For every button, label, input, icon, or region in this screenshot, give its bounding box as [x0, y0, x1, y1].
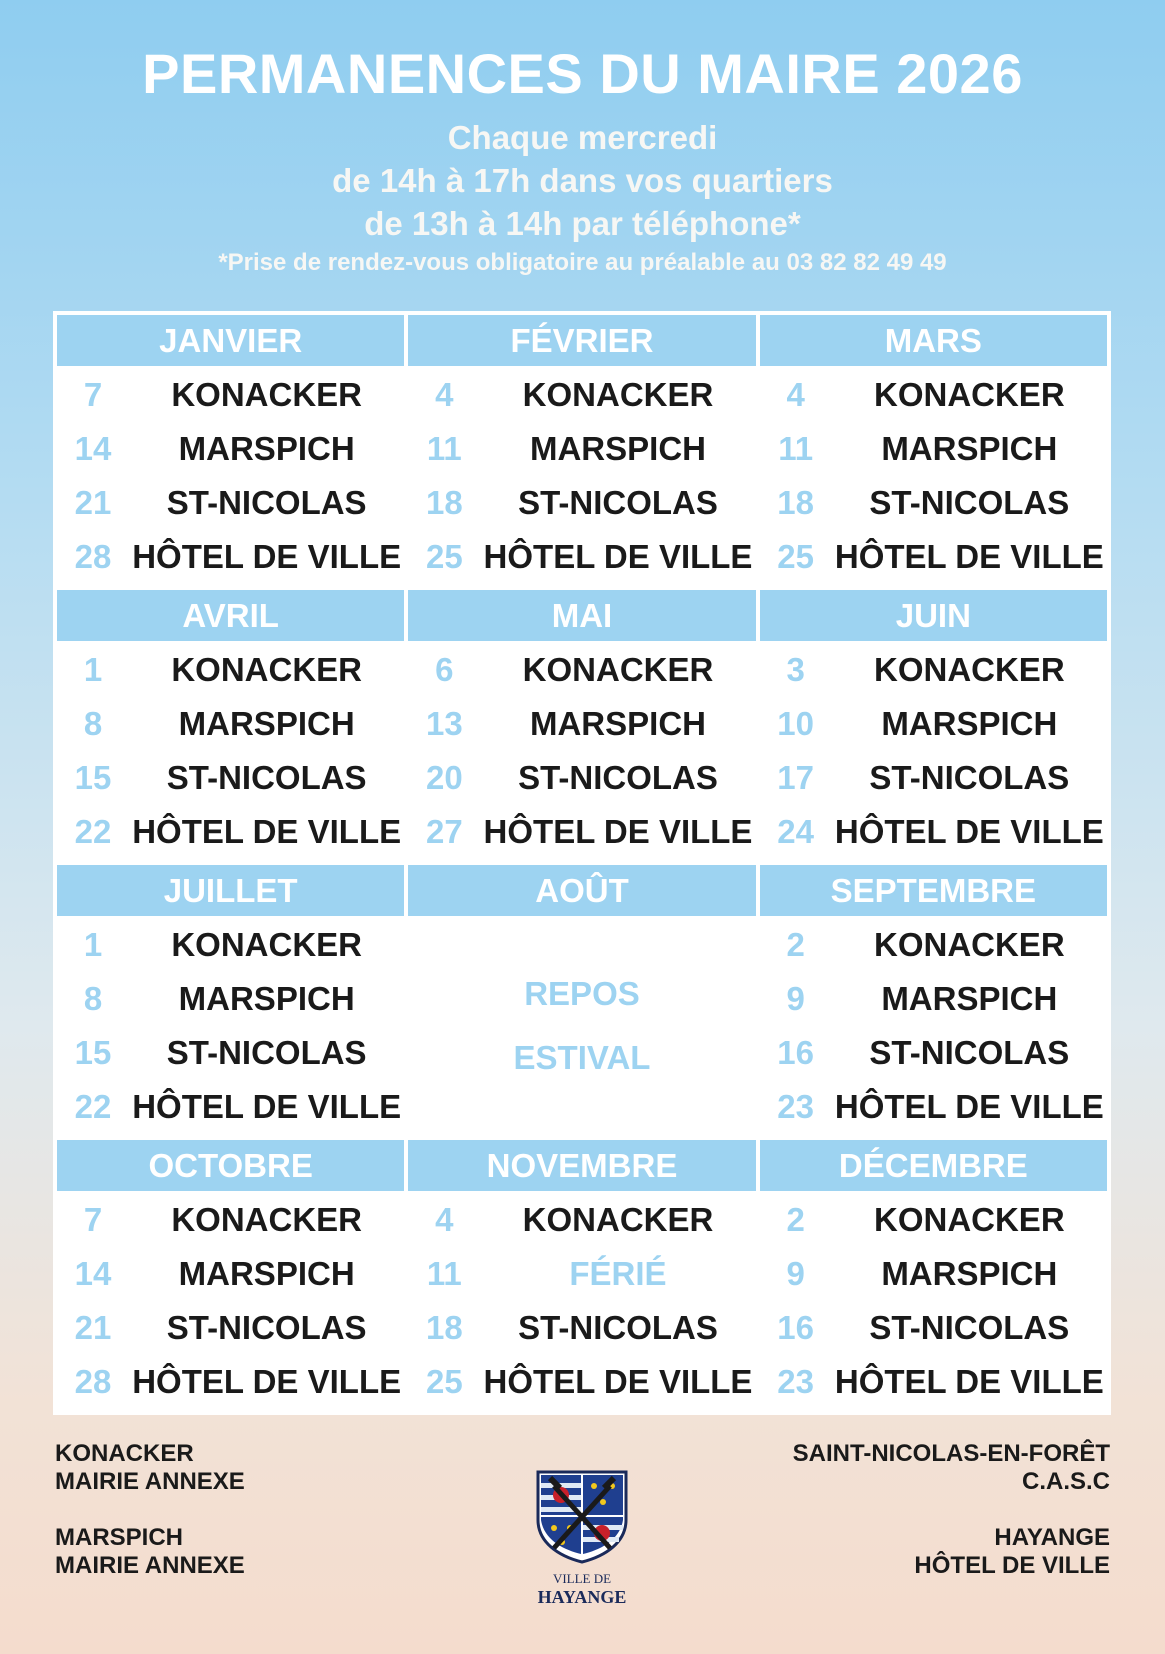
schedule-row — [57, 972, 404, 1026]
month-block — [760, 315, 1107, 586]
schedule-row — [760, 697, 1107, 751]
location-label: ST-NICOLAS — [869, 1034, 1070, 1071]
day-number: 9 — [786, 1255, 805, 1292]
location-label: HÔTEL DE VILLE — [132, 813, 402, 850]
month-header: SEPTEMBRE — [760, 865, 1107, 916]
day-number: 6 — [435, 651, 454, 688]
location-detail: C.A.S.C — [1021, 1468, 1110, 1495]
location-label: MARSPICH — [178, 980, 355, 1017]
day-number: 9 — [786, 980, 805, 1017]
location-label: ST-NICOLAS — [518, 759, 718, 796]
location-label: KONACKER — [873, 1201, 1065, 1238]
schedule-row — [760, 1080, 1107, 1134]
location-label: KONACKER — [171, 926, 362, 963]
location-detail: HÔTEL DE VILLE — [914, 1552, 1110, 1579]
location-label: KONACKER — [522, 376, 714, 413]
location-label: HÔTEL DE VILLE — [132, 1088, 402, 1125]
day-number: 23 — [777, 1088, 815, 1125]
location-name: SAINT-NICOLAS-EN-FORÊT — [792, 1440, 1110, 1467]
location-label: MARSPICH — [178, 705, 355, 742]
day-number: 21 — [74, 484, 112, 521]
schedule-row — [408, 530, 755, 584]
location-detail: MAIRIE ANNEXE — [55, 1552, 245, 1579]
month-block — [760, 865, 1107, 1136]
day-number: 15 — [74, 1034, 112, 1071]
schedule-row — [760, 1247, 1107, 1301]
day-number: 2 — [786, 926, 805, 963]
month-block — [57, 865, 404, 1136]
summer-break-text: REPOS — [524, 975, 640, 1012]
day-number: 1 — [83, 651, 103, 688]
day-number: 20 — [425, 759, 463, 796]
month-header: NOVEMBRE — [408, 1140, 755, 1191]
month-block — [57, 590, 404, 861]
schedule-row — [760, 972, 1107, 1026]
schedule-row — [760, 530, 1107, 584]
appointment-note: *Prise de rendez-vous obligatoire au préalable au 03 82 82 49 49 — [218, 249, 947, 276]
footer-location-hayange — [793, 1524, 1110, 1580]
location-label: ST-NICOLAS — [166, 1034, 367, 1071]
schedule-row — [760, 368, 1107, 422]
subtitle-district-hours: de 14h à 17h dans vos quartiers — [332, 162, 833, 199]
day-number: 1 — [83, 926, 103, 963]
month-header: JUIN — [760, 590, 1107, 641]
schedule-row — [760, 805, 1107, 859]
schedule-row — [760, 751, 1107, 805]
schedule-row — [760, 1026, 1107, 1080]
crest-shield-icon — [534, 1468, 630, 1564]
day-number: 14 — [74, 430, 112, 467]
month-header: JANVIER — [57, 315, 404, 366]
location-label: HÔTEL DE VILLE — [834, 1088, 1104, 1125]
location-label: MARSPICH — [881, 980, 1058, 1017]
schedule-row — [57, 1301, 404, 1355]
location-name: MARSPICH — [55, 1524, 184, 1551]
location-label: ST-NICOLAS — [869, 484, 1070, 521]
location-label: KONACKER — [873, 926, 1065, 963]
day-number: 7 — [83, 1201, 103, 1238]
day-number: 23 — [777, 1363, 815, 1400]
schedule-row — [760, 1355, 1107, 1409]
crest-caption-city: HAYANGE — [537, 1587, 627, 1607]
schedule-row — [408, 476, 755, 530]
location-label: ST-NICOLAS — [518, 1309, 718, 1346]
day-number: 11 — [426, 430, 462, 467]
month-header: DÉCEMBRE — [760, 1140, 1107, 1191]
location-label: MARSPICH — [529, 705, 706, 742]
subtitle-every-wednesday: Chaque mercredi — [447, 119, 718, 156]
location-label: ST-NICOLAS — [166, 484, 367, 521]
day-number: 16 — [777, 1034, 815, 1071]
footer-location-saint-nicolas — [793, 1440, 1110, 1496]
day-number: 8 — [83, 705, 103, 742]
schedule-row — [760, 1301, 1107, 1355]
location-label: KONACKER — [171, 651, 362, 688]
month-header: OCTOBRE — [57, 1140, 404, 1191]
location-label: HÔTEL DE VILLE — [483, 538, 753, 575]
schedule-row — [57, 697, 404, 751]
location-name: KONACKER — [55, 1440, 194, 1467]
month-block — [760, 590, 1107, 861]
location-label: MARSPICH — [881, 705, 1058, 742]
month-header: AOÛT — [408, 865, 755, 916]
location-detail: MAIRIE ANNEXE — [55, 1468, 245, 1495]
schedule-row — [760, 918, 1107, 972]
footer-left — [55, 1440, 245, 1580]
location-label: KONACKER — [171, 376, 362, 413]
day-number: 22 — [74, 813, 112, 850]
month-block — [408, 315, 755, 586]
day-number: 28 — [74, 538, 112, 575]
location-label: KONACKER — [522, 1201, 714, 1238]
summer-break-text: ESTIVAL — [513, 1039, 651, 1076]
location-label: ST-NICOLAS — [869, 759, 1070, 796]
location-label: ST-NICOLAS — [518, 484, 718, 521]
day-number: 22 — [74, 1088, 112, 1125]
month-block — [408, 1140, 755, 1411]
day-number: 11 — [426, 1255, 462, 1292]
day-number: 8 — [83, 980, 103, 1017]
location-name: HAYANGE — [994, 1524, 1110, 1551]
schedule-row — [57, 1355, 404, 1409]
schedule-row — [760, 1193, 1107, 1247]
schedule-row — [57, 1026, 404, 1080]
day-number: 4 — [786, 376, 805, 413]
day-number: 28 — [74, 1363, 112, 1400]
schedule-row — [57, 1080, 404, 1134]
holiday-label: FÉRIÉ — [569, 1255, 667, 1292]
schedule-row — [57, 1247, 404, 1301]
location-label: KONACKER — [873, 651, 1065, 688]
schedule-row — [408, 697, 755, 751]
day-number: 18 — [425, 1309, 463, 1346]
month-block — [408, 590, 755, 861]
month-block — [57, 1140, 404, 1411]
day-number: 10 — [777, 705, 815, 742]
location-label: KONACKER — [171, 1201, 362, 1238]
location-label: MARSPICH — [178, 1255, 355, 1292]
location-label: HÔTEL DE VILLE — [483, 813, 753, 850]
location-label: ST-NICOLAS — [166, 1309, 367, 1346]
month-block — [408, 865, 755, 1136]
location-label: HÔTEL DE VILLE — [834, 538, 1104, 575]
month-block — [760, 1140, 1107, 1411]
schedule-row — [57, 422, 404, 476]
location-label: HÔTEL DE VILLE — [834, 1363, 1104, 1400]
schedule-row — [57, 805, 404, 859]
schedule-row — [57, 751, 404, 805]
day-number: 13 — [425, 705, 463, 742]
month-header: MAI — [408, 590, 755, 641]
month-header: JUILLET — [57, 865, 404, 916]
schedule-row — [408, 1193, 755, 1247]
location-label: ST-NICOLAS — [869, 1309, 1070, 1346]
schedule-row — [408, 643, 755, 697]
month-header: MARS — [760, 315, 1107, 366]
location-label: HÔTEL DE VILLE — [483, 1363, 753, 1400]
calendar-grid — [53, 311, 1111, 1415]
schedule-row — [57, 476, 404, 530]
crest-caption-top: VILLE DE — [552, 1571, 612, 1586]
schedule-row — [408, 422, 755, 476]
schedule-row — [408, 1355, 755, 1409]
location-label: HÔTEL DE VILLE — [132, 1363, 402, 1400]
page-title: PERMANENCES DU MAIRE 2026 — [142, 42, 1023, 105]
schedule-row — [57, 530, 404, 584]
schedule-row — [408, 751, 755, 805]
day-number: 15 — [74, 759, 112, 796]
footer-right — [793, 1440, 1110, 1580]
schedule-row — [408, 368, 755, 422]
location-label: MARSPICH — [529, 430, 706, 467]
city-crest — [528, 1468, 636, 1608]
schedule-row — [760, 422, 1107, 476]
day-number: 18 — [425, 484, 463, 521]
location-label: ST-NICOLAS — [166, 759, 367, 796]
day-number: 25 — [425, 1363, 463, 1400]
day-number: 25 — [425, 538, 463, 575]
month-header: FÉVRIER — [408, 315, 755, 366]
day-number: 16 — [777, 1309, 815, 1346]
day-number: 2 — [786, 1201, 805, 1238]
schedule-row — [760, 643, 1107, 697]
day-number: 17 — [777, 759, 815, 796]
day-number: 27 — [425, 813, 463, 850]
location-label: MARSPICH — [881, 1255, 1058, 1292]
day-number: 21 — [74, 1309, 112, 1346]
day-number: 7 — [83, 376, 103, 413]
location-label: KONACKER — [522, 651, 714, 688]
day-number: 3 — [786, 651, 805, 688]
day-number: 4 — [435, 1201, 454, 1238]
location-label: MARSPICH — [881, 430, 1058, 467]
schedule-row — [57, 643, 404, 697]
day-number: 4 — [435, 376, 454, 413]
schedule-row — [57, 1193, 404, 1247]
schedule-row — [57, 368, 404, 422]
schedule-row — [57, 918, 404, 972]
day-number: 14 — [74, 1255, 112, 1292]
month-header: AVRIL — [57, 590, 404, 641]
schedule-row — [408, 1301, 755, 1355]
schedule-row — [760, 476, 1107, 530]
location-label: MARSPICH — [178, 430, 355, 467]
subtitle-phone-hours: de 13h à 14h par téléphone* — [364, 205, 801, 242]
header — [0, 40, 1165, 279]
schedule-row — [408, 1247, 755, 1301]
location-label: KONACKER — [873, 376, 1065, 413]
day-number: 24 — [777, 813, 815, 850]
footer-location-marspich — [55, 1524, 245, 1580]
summer-break — [408, 916, 755, 1136]
schedule-row — [408, 805, 755, 859]
footer-location-konacker — [55, 1440, 245, 1496]
location-label: HÔTEL DE VILLE — [132, 538, 402, 575]
month-block — [57, 315, 404, 586]
location-label: HÔTEL DE VILLE — [834, 813, 1104, 850]
day-number: 18 — [777, 484, 815, 521]
day-number: 25 — [777, 538, 815, 575]
day-number: 11 — [778, 430, 814, 467]
